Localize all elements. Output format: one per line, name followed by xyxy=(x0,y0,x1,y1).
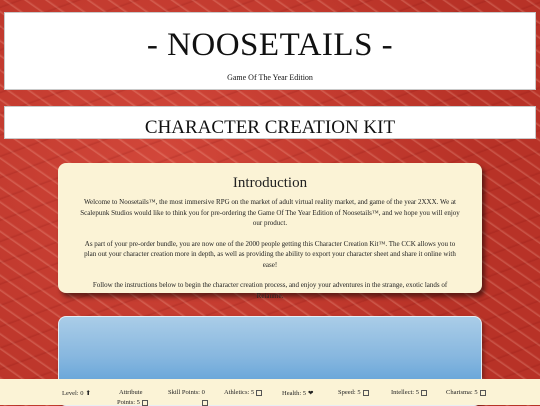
box-icon[interactable] xyxy=(363,390,369,396)
stat-speed xyxy=(338,389,369,396)
stat-charisma xyxy=(446,389,486,396)
heart-icon: ❤ xyxy=(308,390,314,397)
stat-skill-points xyxy=(168,389,205,396)
box-icon[interactable] xyxy=(480,390,486,396)
stat-speed-label: Speed: 5 xyxy=(338,389,361,396)
intro-panel xyxy=(58,163,482,300)
stat-health xyxy=(282,389,313,397)
stat-health-label: Health: 5 xyxy=(282,390,307,397)
stat-intellect xyxy=(391,389,427,396)
stat-level-label: Level: 0 xyxy=(62,390,84,397)
stat-attribute xyxy=(119,389,142,396)
box-icon[interactable] xyxy=(421,390,427,396)
intro-paragraph-2: As part of your pre-order bundle, you are now one of the 2000 people getting this Character Creation Kit™. The CCK allows you to plan out your character creation more in depth, as well as providing the ability to export your character sheet and share it online with ease! xyxy=(84,239,456,269)
stat-skill-points-label: Skill Points: 0 xyxy=(168,389,205,396)
page-subtitle: Game Of The Year Edition xyxy=(227,73,313,82)
box-icon[interactable] xyxy=(256,390,262,396)
title-banner xyxy=(4,12,536,90)
stat-level xyxy=(62,389,91,397)
up-arrow-icon: ⬆ xyxy=(85,390,91,397)
stat-bar xyxy=(0,379,540,405)
stat-attribute-label: Attribute xyxy=(119,389,143,396)
intro-heading: Introduction xyxy=(232,175,308,191)
stat-attribute-points-label: Points: 5 xyxy=(117,399,140,406)
kit-banner xyxy=(4,106,536,139)
stat-athletics xyxy=(224,389,262,396)
stat-intellect-label: Intellect: 5 xyxy=(391,389,419,396)
stat-athletics-label: Athletics: 5 xyxy=(224,389,255,396)
stat-charisma-label: Charisma: 5 xyxy=(446,389,478,396)
kit-title: CHARACTER CREATION KIT xyxy=(144,117,396,138)
intro-paragraph-1: Welcome to Noosetails™, the most immersive RPG on the market of adult virtual reality market, and game of the year 2XXX. We at Scalepunk Studios would like to think you for pre-ordering the Game Of The Year Edition of Noosetails™, and we hope you will enjoy our product. xyxy=(80,198,460,227)
intro-paragraph-3: Follow the instructions below to begin the character creation process, and enjoy your adventures in the strange, exotic lands of Reiaume. xyxy=(92,281,448,300)
page-title: - NOOSETAILS - xyxy=(146,27,394,63)
